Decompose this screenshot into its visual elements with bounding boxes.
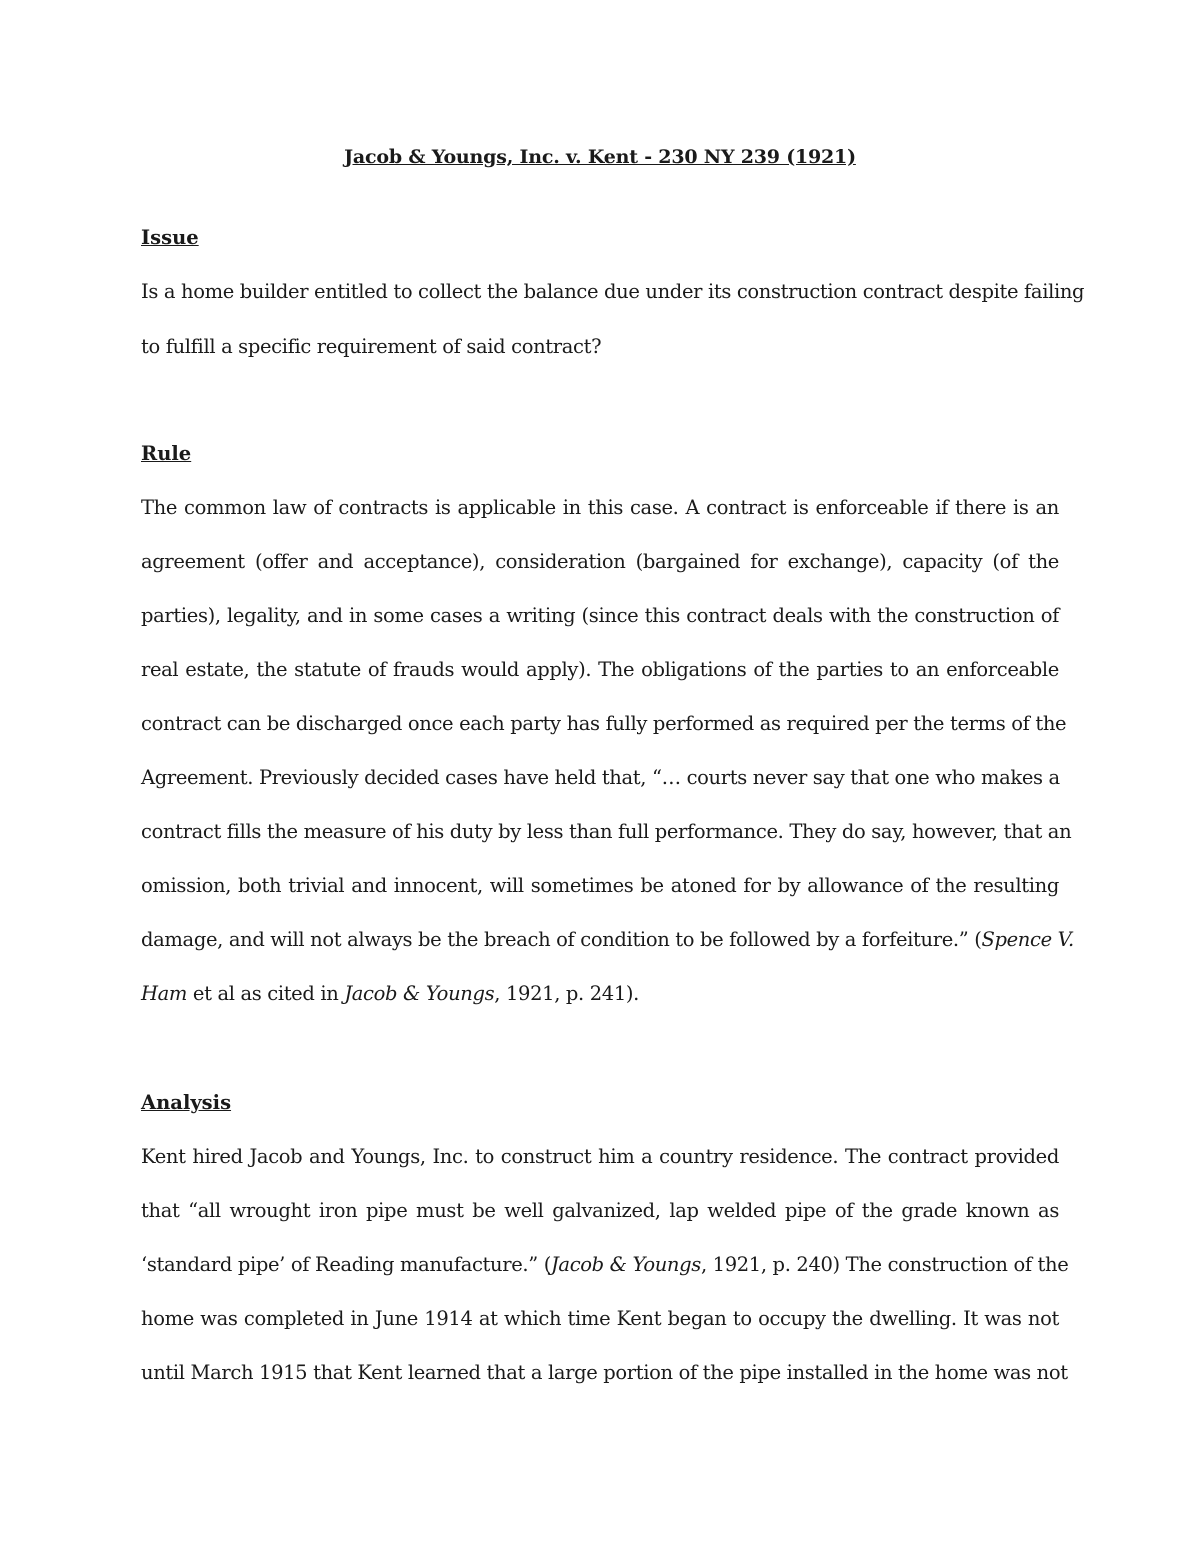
analysis-line: Kent hired Jacob and Youngs, Inc. to construct him a country residence. The contract provided xyxy=(141,1145,1059,1168)
analysis-heading: Analysis xyxy=(141,1091,232,1114)
rule-line: parties), legality, and in some cases a writing (since this contract deals with the construction of xyxy=(141,604,1059,627)
case-citation: Spence V. xyxy=(981,928,1074,951)
case-citation: Jacob & Youngs xyxy=(550,1253,701,1276)
rule-line: The common law of contracts is applicable in this case. A contract is enforceable if there is an xyxy=(141,496,1059,519)
case-citation: Jacob & Youngs xyxy=(344,982,495,1005)
rule-text: , 1921, p. 241). xyxy=(494,982,640,1005)
rule-line xyxy=(141,982,1059,1005)
rule-text: et al as cited in xyxy=(187,982,345,1005)
rule-heading: Rule xyxy=(141,442,192,465)
rule-line: real estate, the statute of frauds would apply). The obligations of the parties to an enforceable xyxy=(141,658,1059,681)
analysis-text: ‘standard pipe’ of Reading manufacture.” ( xyxy=(141,1253,551,1276)
analysis-line: that “all wrought iron pipe must be well galvanized, lap welded pipe of the grade known as xyxy=(141,1199,1059,1222)
rule-line: omission, both trivial and innocent, will sometimes be atoned for by allowance of the resulting xyxy=(141,874,1059,897)
issue-line: Is a home builder entitled to collect the balance due under its construction contract despite failing xyxy=(141,280,1085,303)
page-title: Jacob & Youngs, Inc. v. Kent - 230 NY 239 (1921) xyxy=(344,146,856,168)
analysis-line: home was completed in June 1914 at which time Kent began to occupy the dwelling. It was not xyxy=(141,1307,1059,1330)
issue-line: to fulfill a specific requirement of said contract? xyxy=(141,335,602,358)
case-citation: Ham xyxy=(141,982,188,1005)
rule-line: contract can be discharged once each party has fully performed as required per the terms of the xyxy=(141,712,1067,735)
rule-line: contract fills the measure of his duty by less than full performance. They do say, however, that an xyxy=(141,820,1072,843)
rule-text: damage, and will not always be the breach of condition to be followed by a forfeiture.” ( xyxy=(141,928,982,951)
rule-line: Agreement. Previously decided cases have held that, “… courts never say that one who makes a xyxy=(141,766,1060,789)
rule-line: agreement (offer and acceptance), consideration (bargained for exchange), capacity (of the xyxy=(141,550,1059,573)
analysis-line: until March 1915 that Kent learned that a large portion of the pipe installed in the home was not xyxy=(141,1361,1068,1384)
issue-heading: Issue xyxy=(141,226,199,249)
analysis-text: , 1921, p. 240) The construction of the xyxy=(700,1253,1069,1276)
rule-line xyxy=(141,928,1074,951)
analysis-line xyxy=(141,1253,1069,1276)
